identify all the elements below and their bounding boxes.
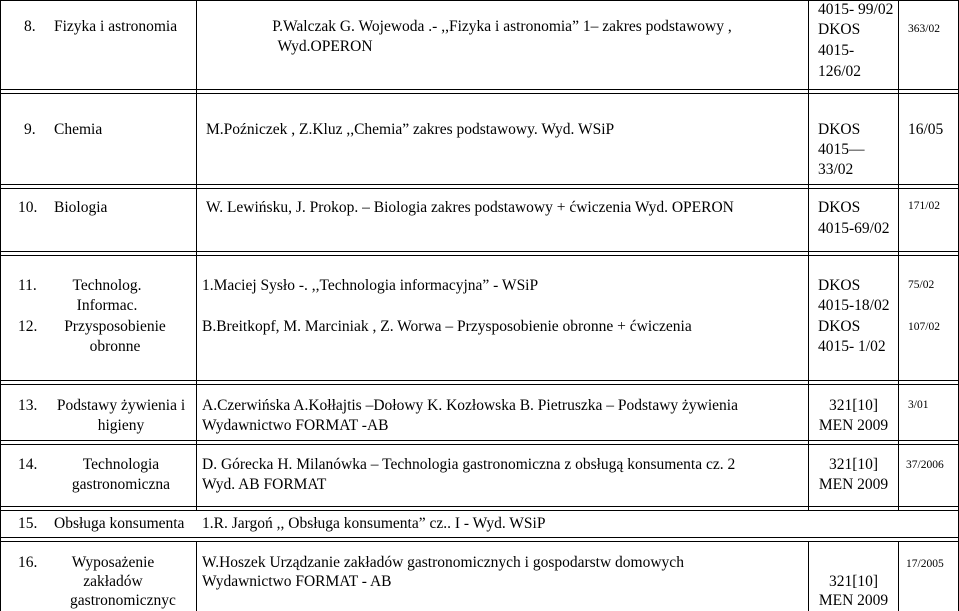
subject-name: Technolog. <box>72 277 142 294</box>
book-details: D. Górecka H. Milanówka – Technologia gastronomiczna z obsługą konsumenta cz. 2 <box>202 456 736 473</box>
book-details: W.Hoszek Urządzanie zakładów gastronomicznych i gospodarstw domowych <box>202 554 684 571</box>
subject-name: Technologia <box>82 456 160 473</box>
dkos-number: DKOS <box>818 277 861 294</box>
row-number: 8. <box>24 18 36 35</box>
table-border-top <box>0 0 959 1</box>
subject-name: Wyposażenie <box>71 554 155 571</box>
dkos-number: DKOS <box>818 199 861 216</box>
column-divider <box>898 541 899 611</box>
book-details: Wyd.OPERON <box>277 38 373 55</box>
row-divider <box>0 506 959 507</box>
book-details: B.Breitkopf, M. Marciniak , Z. Worwa – Przysposobienie obronne + ćwiczenia <box>202 318 692 335</box>
subject-name: higieny <box>97 417 145 434</box>
row-number: 15. <box>18 515 38 532</box>
book-details: M.Poźniczek , Z.Kluz ,,Chemia” zakres podstawowy. Wyd. WSiP <box>206 121 615 138</box>
row-number: 10. <box>18 199 38 216</box>
approval-code: 107/02 <box>908 321 940 333</box>
dkos-number: MEN 2009 <box>818 417 889 434</box>
book-details: W. Lewińsku, J. Prokop. – Biologia zakres podstawowy + ćwiczenia Wyd. OPERON <box>206 199 734 216</box>
subject-name: gastronomiczna <box>71 476 171 493</box>
book-details: A.Czerwińska A.Kołłajtis –Dołowy K. Kozłowska B. Pietruszka – Podstawy żywienia <box>202 397 738 414</box>
subject-name: Fizyka i astronomia <box>54 18 178 35</box>
row-divider <box>0 255 959 256</box>
approval-code: 171/02 <box>908 200 940 212</box>
dkos-number: 321[10] <box>828 397 879 414</box>
row-divider <box>0 184 959 185</box>
approval-code: 17/2005 <box>906 558 944 570</box>
dkos-number: DKOS <box>818 121 861 138</box>
approval-code: 363/02 <box>908 23 940 35</box>
subject-name: zakładów <box>83 573 143 590</box>
row-divider <box>0 541 959 542</box>
approval-code: 16/05 <box>908 121 944 138</box>
approval-code: 37/2006 <box>906 459 944 471</box>
row-divider <box>0 380 959 381</box>
row-number: 9. <box>24 121 36 138</box>
subject-name: Biologia <box>54 199 108 216</box>
dkos-number: 126/02 <box>818 63 862 80</box>
dkos-number: DKOS <box>818 318 861 335</box>
row-divider <box>0 188 959 189</box>
row-divider <box>0 384 959 385</box>
subject-name: Przysposobienie <box>64 318 166 335</box>
subject-name: gastronomicznyc <box>70 592 176 609</box>
row-divider <box>0 537 959 538</box>
row-number: 16. <box>18 554 38 571</box>
approval-code: 3/01 <box>908 399 929 411</box>
dkos-number: DKOS <box>818 21 861 38</box>
row-number: 13. <box>18 397 38 414</box>
row-divider <box>0 251 959 252</box>
subject-name: obronne <box>89 338 141 355</box>
dkos-number: 4015- <box>818 42 855 59</box>
row-divider <box>0 510 959 511</box>
subject-name: Informac. <box>76 297 138 314</box>
subject-name: Obsługa konsumenta <box>54 515 185 532</box>
book-details: Wydawnictwo FORMAT - AB <box>202 573 392 590</box>
subject-name: Podstawy żywienia i <box>56 397 186 414</box>
book-details: Wydawnictwo FORMAT -AB <box>202 417 389 434</box>
row-number: 11. <box>18 277 37 294</box>
dkos-number: 4015— <box>818 141 865 158</box>
subject-name: Chemia <box>54 121 103 138</box>
dkos-number: 4015- 1/02 <box>818 338 886 355</box>
book-details: 1.R. Jargoń ,, Obsługa konsumenta” cz.. I - Wyd. WSiP <box>202 515 546 532</box>
dkos-number: 4015-18/02 <box>818 297 890 314</box>
dkos-number: 33/02 <box>818 161 854 178</box>
table-border-left <box>0 0 1 611</box>
dkos-number: 4015-69/02 <box>818 220 890 237</box>
row-divider <box>0 93 959 94</box>
dkos-number: 321[10] <box>828 573 879 590</box>
dkos-number: 321[10] <box>828 456 879 473</box>
approval-code: 75/02 <box>908 279 935 291</box>
row-divider <box>0 89 959 90</box>
row-divider <box>0 440 959 441</box>
dkos-number: MEN 2009 <box>818 476 889 493</box>
book-details: Wyd. AB FORMAT <box>202 476 327 493</box>
book-details: 1.Maciej Sysło -. ,,Technologia informacyjna” - WSiP <box>202 277 539 294</box>
dkos-number: 4015- 99/02 <box>818 1 894 18</box>
dkos-number: MEN 2009 <box>818 592 889 609</box>
row-number: 12. <box>18 318 38 335</box>
row-number: 14. <box>18 456 38 473</box>
row-divider <box>0 444 959 445</box>
book-details: P.Walczak G. Wojewoda .- ,,Fizyka i astronomia” 1– zakres podstawowy , <box>272 18 732 35</box>
